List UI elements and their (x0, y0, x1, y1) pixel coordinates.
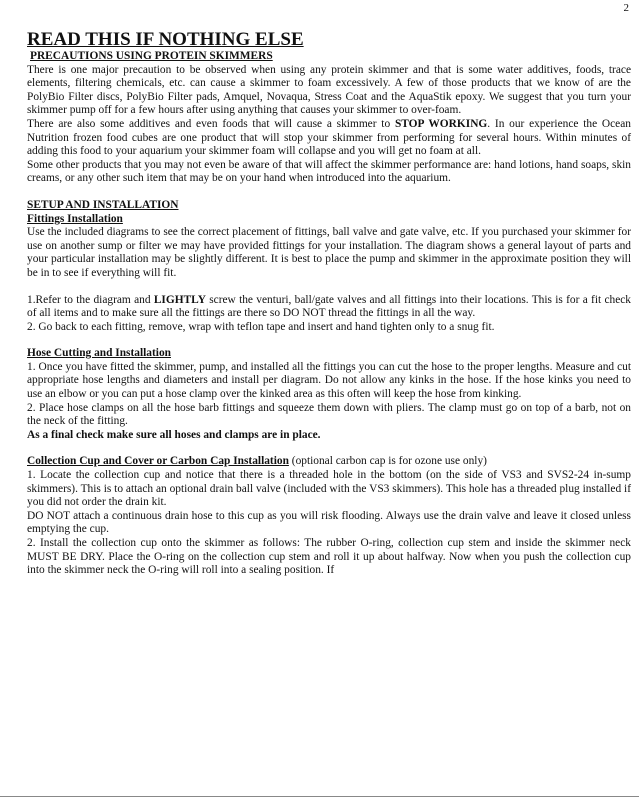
page-number: 2 (623, 2, 629, 14)
setup-heading: SETUP AND INSTALLATION (27, 198, 179, 211)
collection-paragraph-2: DO NOT attach a continuous drain hose to this cup as you will risk flooding. Always use the drain valve and leave it closed unless emptying the cup. (27, 509, 631, 536)
precautions-paragraph-2 (27, 118, 631, 159)
hose-paragraph-2: 2. Place hose clamps on all the hose barb fittings and squeeze them down with pliers. The clamp must go on top of a barb, not on the neck of the fitting. (27, 401, 631, 428)
fittings-heading: Fittings Installation (27, 212, 123, 225)
collection-heading: Collection Cup and Cover or Carbon Cap Installation (27, 455, 289, 468)
precautions-paragraph-3: Some other products that you may not even be aware of that will affect the skimmer performance are: hand lotions, hand soaps, skin creams, or any other such item that may be on your hand when introduced into the aquarium. (27, 158, 631, 185)
step1-text-before: 1.Refer to the diagram and (27, 293, 154, 306)
fittings-paragraph: Use the included diagrams to see the correct placement of fittings, ball valve and gate valve, etc. If you purchased your skimmer for use on another sump or filter we may have provided fittings for your installation. The diagram shows a general layout of parts and your particular installation may be slightly different. It is best to place the pump and skimmer in the approximate position they will be in to see if everything will fit. (27, 226, 631, 279)
section-collection (27, 455, 631, 577)
precautions-p2-text-before: There are also some additives and even foods that will cause a skimmer to (27, 117, 395, 130)
collection-heading-line (27, 455, 631, 469)
lightly-emphasis: LIGHTLY (153, 293, 206, 306)
precautions-paragraph-1: There is one major precaution to be observed when using any protein skimmer and that is some water additives, foods, trace elements, filtering chemicals, etc. can cause a skimmer to foam excessively. A few of those products that we know of are the PolyBio Filter discs, PolyBio Filter pads, Amquel, Novaqua, Stress Coat and the AquaStik epoxy. We suggest that you turn your skimmer pump off for a few hours after using anything that causes your skimmer to over-foam. (27, 63, 631, 117)
bottom-rule (0, 796, 639, 797)
step1-text-after: screw the venturi, ball/gate valves and all fittings into their locations. This is for a fit check of all items and to make sure all the fittings are there so DO NOT thread the fittings in all the way. (27, 293, 631, 320)
fittings-step-2: 2. Go back to each fitting, remove, wrap with teflon tape and insert and hand tighten only to a snug fit. (27, 320, 495, 333)
hose-paragraph-1: 1. Once you have fitted the skimmer, pump, and installed all the fittings you can cut the hose to the proper lengths. Measure and cut appropriate hose lengths and diameters and install per diagram. Do not allow any kinks in the hose. If the hose kinks you need to use an elbow or you can put a hose clamp over the kinked area as this often will keep the hose from kinking. (27, 360, 631, 401)
page-title: READ THIS IF NOTHING ELSE (27, 29, 304, 50)
collection-heading-note: (optional carbon cap is for ozone use only) (288, 455, 487, 468)
precautions-p2-text-after: . In our experience the Ocean Nutrition frozen food cubes are one product that will stop your skimmer from performing for several hours. Within minutes of adding this food to your aquarium your skimmer foam will collapse and you will get no foam at all. (27, 117, 631, 158)
stop-working-emphasis: STOP WORKING (394, 117, 488, 130)
section-precautions (27, 50, 631, 186)
section-setup (27, 199, 631, 334)
precautions-heading: PRECAUTIONS USING PROTEIN SKIMMERS (30, 50, 273, 62)
section-hose (27, 347, 631, 442)
hose-heading: Hose Cutting and Installation (27, 347, 171, 360)
collection-paragraph-3: 2. Install the collection cup onto the skimmer as follows: The rubber O-ring, collection cup stem and inside the skimmer neck MUST BE DRY. Place the O-ring on the collection cup stem and roll it up about halfway. Now when you push the collection cup into the skimmer neck the O-ring will roll into a sealing position. If (27, 537, 631, 577)
collection-paragraph-1: 1. Locate the collection cup and notice that there is a threaded hole in the bottom (on the side of VS3 and SVS2-24 in-sump skimmers). This is to attach an optional drain ball valve (included with the VS3 skimmers). This hole has a threaded plug installed if you did not order the drain kit. (27, 469, 631, 509)
fittings-step-1 (27, 294, 631, 321)
document-body (27, 30, 631, 578)
final-check-note: As a final check make sure all hoses and clamps are in place. (27, 428, 321, 441)
